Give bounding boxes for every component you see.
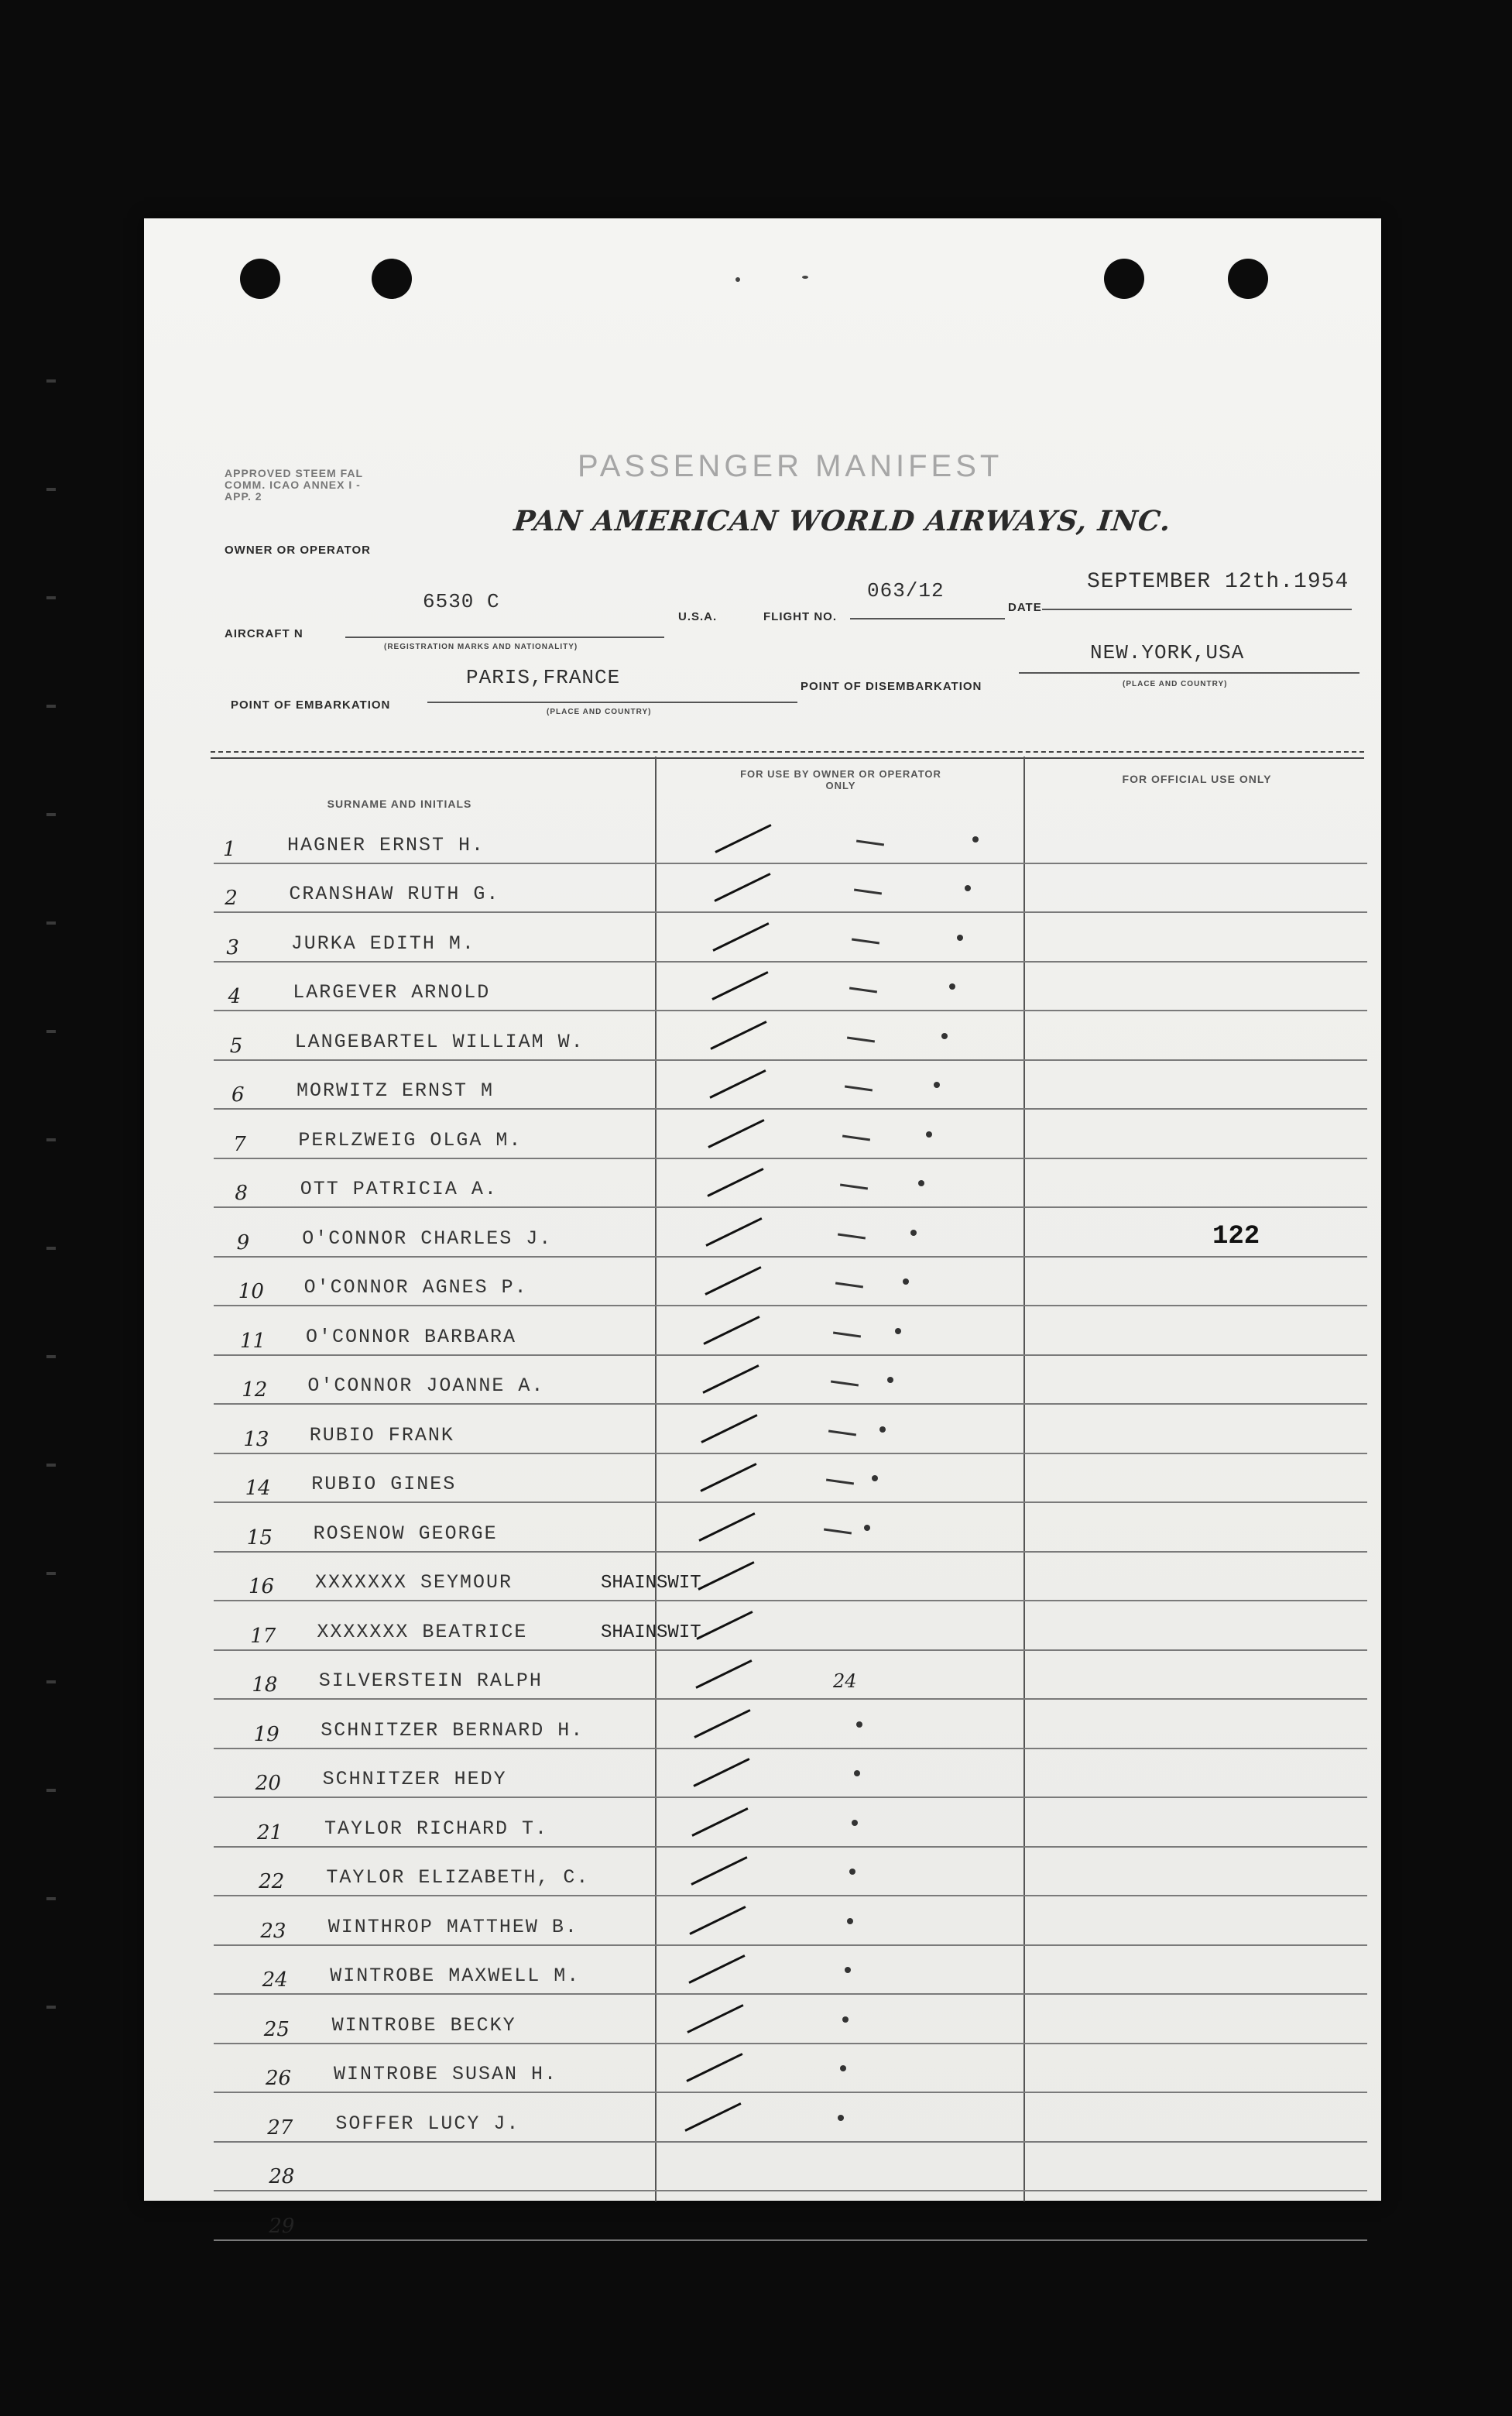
row-number: 26 (266, 2067, 292, 2090)
table-row (214, 1896, 1367, 1946)
table-row (214, 815, 1367, 864)
passenger-name: O'CONNOR AGNES P. (303, 1276, 528, 1299)
row-number: 23 (260, 1919, 286, 1943)
disembarkation-label: POINT OF DISEMBARKATION (801, 680, 982, 693)
row-number: 29 (269, 2214, 295, 2238)
row-number: 17 (250, 1624, 276, 1648)
table-row (214, 1061, 1367, 1110)
tally-dot (849, 1869, 855, 1875)
row-number: 8 (235, 1182, 248, 1205)
usa-label: U.S.A. (678, 610, 718, 623)
tally-mark (854, 889, 882, 895)
tally-dot (842, 2016, 849, 2023)
tally-dot (957, 935, 963, 941)
passenger-name: XXXXXXX BEATRICE (317, 1620, 528, 1643)
tally-dot (918, 1180, 924, 1186)
table-row (214, 1159, 1367, 1209)
passenger-name: XXXXXXX SEYMOUR (315, 1571, 513, 1594)
handwritten-note: SHAINSWIT (601, 1622, 701, 1643)
tally-mark (826, 1479, 854, 1485)
row-number: 12 (242, 1378, 268, 1402)
passenger-name: O'CONNOR BARBARA (306, 1325, 517, 1348)
check-mark (703, 1316, 759, 1345)
speck (735, 277, 740, 282)
table-row (214, 1995, 1367, 2044)
tally-dot (864, 1525, 870, 1531)
flight-no-label: FLIGHT NO. (763, 610, 837, 623)
passenger-name: TAYLOR RICHARD T. (324, 1817, 549, 1840)
row-number: 7 (233, 1132, 246, 1156)
tally-dot (838, 2115, 844, 2121)
passenger-name: WINTHROP MATTHEW B. (327, 1915, 578, 1938)
tally-dot (847, 1918, 853, 1924)
row-number: 15 (246, 1525, 273, 1549)
tally-mark (852, 938, 879, 944)
tally-dot (926, 1131, 932, 1138)
check-mark (691, 1807, 748, 1837)
table-row (214, 1011, 1367, 1061)
tally-dot (887, 1377, 893, 1383)
aircraft-underline (345, 637, 664, 638)
passenger-name: RUBIO GINES (311, 1473, 457, 1495)
check-mark (698, 1561, 754, 1591)
row-number: 1 (223, 837, 236, 861)
aircraft-label: AIRCRAFT N (225, 627, 303, 640)
check-mark (691, 1856, 747, 1886)
check-mark (707, 1168, 763, 1197)
check-mark (708, 1119, 764, 1148)
passenger-name: SCHNITZER HEDY (322, 1768, 507, 1790)
embarkation-value: PARIS,FRANCE (466, 666, 621, 689)
row-number: 28 (269, 2165, 295, 2188)
check-mark (710, 1021, 766, 1050)
check-mark (686, 2053, 742, 2082)
surname-column-header: SURNAME AND INITIALS (327, 798, 472, 810)
check-mark (693, 1758, 749, 1787)
tally-dot (845, 1967, 851, 1973)
passenger-name: WINTROBE BECKY (331, 2013, 516, 2037)
embarkation-sublabel: (PLACE AND COUNTRY) (547, 708, 652, 716)
passenger-name: TAYLOR ELIZABETH, C. (326, 1866, 590, 1889)
table-row (214, 1651, 1367, 1700)
passenger-name: JURKA EDITH M. (290, 932, 475, 955)
table-row (214, 1258, 1367, 1307)
table-row (214, 2093, 1367, 2143)
tally-mark (828, 1429, 856, 1436)
passenger-name: RUBIO FRANK (309, 1423, 454, 1447)
check-mark (705, 1266, 761, 1296)
row-number: 25 (263, 2017, 290, 2041)
check-mark (694, 1709, 750, 1738)
table-row (214, 864, 1367, 914)
row-number: 5 (229, 1034, 243, 1058)
row-number: 4 (228, 985, 242, 1008)
row-number: 3 (226, 935, 239, 959)
tally-dot (852, 1820, 858, 1826)
row-number: 14 (245, 1477, 271, 1500)
row-number: 19 (253, 1722, 279, 1746)
check-mark (709, 1069, 766, 1099)
tally-dot (872, 1475, 878, 1481)
owner-operator-label: OWNER OR OPERATOR (225, 544, 371, 557)
check-mark (711, 971, 768, 1000)
check-mark (714, 873, 770, 902)
check-mark (684, 2102, 741, 2132)
table-row (214, 1749, 1367, 1799)
date-value: SEPTEMBER 12th.1954 (1087, 570, 1349, 594)
date-label: DATE (1008, 601, 1042, 614)
tally-dot (941, 1033, 948, 1039)
header-rule (211, 757, 1364, 759)
check-mark (715, 824, 771, 853)
tally-dot (840, 2065, 846, 2071)
punch-hole (1104, 259, 1144, 299)
check-mark (695, 1659, 752, 1689)
check-mark (687, 2004, 743, 2033)
passenger-name: PERLZWEIG OLGA M. (298, 1128, 523, 1151)
tally-dot (949, 983, 955, 990)
tally-mark (856, 839, 884, 846)
embarkation-underline (427, 702, 797, 703)
passenger-name: LARGEVER ARNOLD (293, 981, 491, 1004)
film-edge-marks (46, 325, 56, 2029)
row-number: 20 (255, 1772, 281, 1795)
row-number: 13 (243, 1427, 269, 1451)
table-row (214, 1700, 1367, 1749)
table-row (214, 1208, 1367, 1258)
tally-mark (840, 1184, 868, 1190)
tally-mark (824, 1528, 852, 1534)
check-mark (689, 1906, 746, 1935)
row-number: 9 (236, 1230, 250, 1254)
row-number: 21 (257, 1821, 283, 1845)
flight-no-value: 063/12 (867, 579, 945, 602)
passenger-name: WINTROBE MAXWELL M. (330, 1965, 581, 1987)
handwritten-note: SHAINSWIT (601, 1573, 701, 1594)
tally-dot (879, 1426, 886, 1433)
punch-hole (1228, 259, 1268, 299)
tally-dot (903, 1278, 909, 1285)
passenger-name: SOFFER LUCY J. (335, 2112, 520, 2135)
tally-dot (910, 1230, 917, 1236)
punch-hole (240, 259, 280, 299)
tally-dot (972, 836, 979, 843)
passenger-name: MORWITZ ERNST M (297, 1079, 495, 1102)
passenger-name: ROSENOW GEORGE (313, 1522, 498, 1545)
tally-mark (849, 987, 877, 994)
speck (802, 276, 808, 279)
tally-dot (895, 1328, 901, 1334)
check-mark (696, 1611, 753, 1640)
table-row (214, 1798, 1367, 1848)
passenger-name: O'CONNOR JOANNE A. (307, 1374, 545, 1397)
aircraft-value: 6530 C (423, 590, 500, 613)
table-row (214, 1601, 1367, 1651)
row-number: 22 (259, 1870, 285, 1893)
check-mark (698, 1512, 755, 1542)
table-row (214, 1848, 1367, 1897)
table-row (214, 1405, 1367, 1454)
manifest-title: PASSENGER MANIFEST (578, 449, 1003, 483)
table-row (214, 2143, 1367, 2192)
passenger-name: LANGEBARTEL WILLIAM W. (294, 1030, 585, 1053)
check-mark (712, 922, 769, 952)
row-number: 24 (262, 1968, 288, 1992)
tally-mark (831, 1381, 859, 1387)
company-name: PAN AMERICAN WORLD AIRWAYS, INC. (512, 505, 1173, 537)
tally-mark (847, 1036, 875, 1042)
tally-dot (934, 1082, 940, 1088)
table-row (214, 1503, 1367, 1553)
embarkation-label: POINT OF EMBARKATION (231, 698, 391, 712)
table-row (214, 1110, 1367, 1159)
tally-mark (835, 1282, 863, 1289)
passenger-name: OTT PATRICIA A. (300, 1178, 498, 1200)
official-use-column-header: FOR OFFICIAL USE ONLY (1122, 773, 1272, 785)
table-row (214, 1553, 1367, 1602)
passenger-list (214, 815, 1367, 2241)
row-number: 18 (252, 1673, 278, 1697)
tally-mark (845, 1086, 873, 1092)
tally-mark (842, 1134, 870, 1141)
flight-underline (850, 618, 1005, 619)
disembarkation-value: NEW.YORK,USA (1090, 641, 1245, 664)
passenger-name: SCHNITZER BERNARD H. (321, 1718, 585, 1742)
table-row (214, 963, 1367, 1012)
tally-mark (833, 1331, 861, 1337)
disembarkation-sublabel: (PLACE AND COUNTRY) (1123, 680, 1228, 688)
table-row (214, 1454, 1367, 1504)
passenger-name: WINTROBE SUSAN H. (334, 2063, 558, 2085)
passenger-name: O'CONNOR CHARLES J. (302, 1227, 553, 1250)
check-mark (702, 1364, 759, 1394)
manifest-page (144, 218, 1381, 2238)
passenger-name: SILVERSTEIN RALPH (318, 1670, 543, 1692)
approved-stamp: APPROVED STEEM FAL COMM. ICAO ANNEX I - APP. 2 (225, 467, 363, 503)
handwritten-note: 24 (833, 1670, 857, 1692)
passenger-name: CRANSHAW RUTH G. (289, 883, 500, 905)
row-number: 6 (231, 1083, 245, 1107)
table-row (214, 913, 1367, 963)
date-underline (1042, 609, 1352, 610)
table-row (214, 2191, 1367, 2241)
check-mark (688, 1954, 745, 1984)
row-number: 10 (238, 1280, 264, 1303)
row-number: 27 (267, 2116, 293, 2140)
tally-dot (854, 1770, 860, 1776)
row-number: 2 (225, 887, 238, 910)
table-row (214, 1356, 1367, 1405)
check-mark (705, 1217, 762, 1247)
official-number: 122 (1212, 1221, 1260, 1251)
registration-sublabel: (REGISTRATION MARKS AND NATIONALITY) (384, 643, 578, 651)
check-mark (701, 1414, 757, 1443)
row-number: 16 (249, 1575, 275, 1598)
row-number: 11 (240, 1329, 266, 1353)
header-rule-top (211, 751, 1364, 753)
punch-hole (372, 259, 412, 299)
check-mark (700, 1463, 756, 1492)
table-row (214, 2044, 1367, 2094)
owner-use-column-header: FOR USE BY OWNER OR OPERATOR ONLY (740, 768, 941, 791)
disembarkation-underline (1019, 672, 1359, 674)
table-row (214, 1946, 1367, 1996)
tally-mark (838, 1233, 866, 1239)
tally-dot (856, 1721, 862, 1728)
passenger-name: HAGNER ERNST H. (287, 833, 485, 856)
table-row (214, 1306, 1367, 1356)
tally-dot (965, 885, 971, 891)
